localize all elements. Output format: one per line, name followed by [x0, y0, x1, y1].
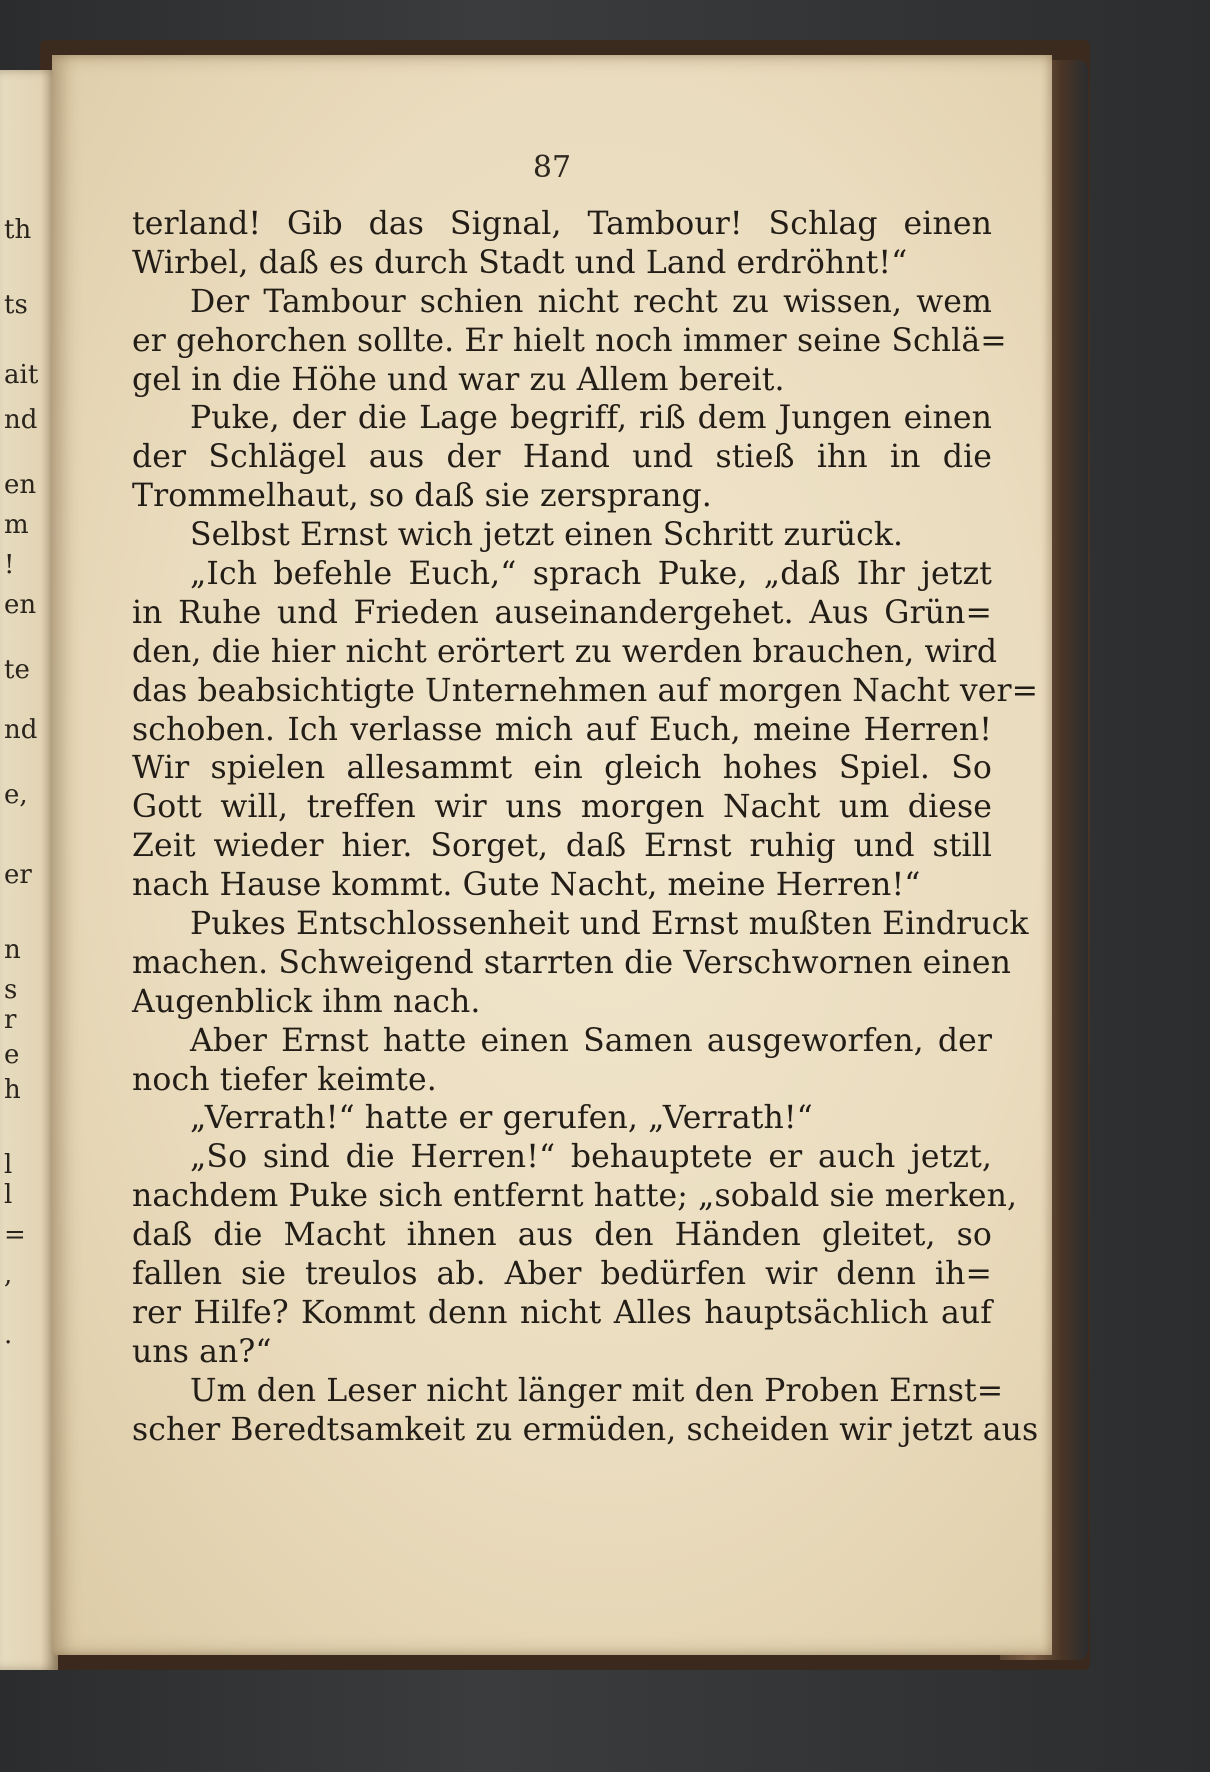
left-page-fragment: s	[4, 975, 18, 1005]
text-line: „Verrath!“ hatte er gerufen, „Verrath!“	[190, 1100, 813, 1137]
text-line: Wirbel, daß es durch Stadt und Land erdröhnt!“	[132, 244, 908, 281]
text-line: Aber Ernst hatte einen Samen ausgeworfen, der	[190, 1022, 992, 1059]
left-page-fragment: en	[4, 590, 37, 620]
text-line: Pukes Entschlossenheit und Ernst mußten Eindruck	[190, 906, 1029, 943]
text-line: rer Hilfe? Kommt denn nicht Alles hauptsächlich auf	[132, 1294, 992, 1331]
text-line: nachdem Puke sich entfernt hatte; „sobald sie merken,	[132, 1178, 1018, 1215]
page-number: 87	[532, 150, 572, 185]
text-line: terland! Gib das Signal, Tambour! Schlag einen	[132, 206, 992, 242]
left-page-fragment: th	[4, 215, 32, 245]
left-page-fragment: l	[4, 1180, 13, 1210]
left-page-fragment: m	[4, 510, 29, 540]
text-line: „So sind die Herren!“ behauptete er auch jetzt,	[190, 1139, 992, 1176]
left-page-fragment: ait	[4, 360, 39, 390]
text-line: der Schlägel aus der Hand und stieß ihn in die	[132, 439, 992, 476]
left-page-fragment: n	[4, 935, 21, 965]
left-page-fragment: nd	[4, 715, 38, 745]
left-page-fragment: te	[4, 655, 30, 685]
left-page-fragment: .	[4, 1320, 13, 1350]
text-line: Selbst Ernst wich jetzt einen Schritt zurück.	[190, 517, 904, 554]
text-line: Trommelhaut, so daß sie zersprang.	[132, 478, 712, 515]
text-line: Augenblick ihm nach.	[132, 983, 481, 1020]
text-line: den, die hier nicht erörtert zu werden brauchen, wird	[132, 633, 998, 670]
text-line: schoben. Ich verlasse mich auf Euch, meine Herren!	[132, 711, 992, 748]
text-line: machen. Schweigend starrten die Verschwornen einen	[132, 944, 1012, 981]
left-page-fragment: h	[4, 1075, 21, 1105]
text-line: das beabsichtigte Unternehmen auf morgen Nacht ver=	[132, 672, 1039, 709]
left-page-fragment: en	[4, 470, 37, 500]
text-line: fallen sie treulos ab. Aber bedürfen wir denn ih=	[132, 1256, 992, 1293]
text-line: scher Beredtsamkeit zu ermüden, scheiden wir jetzt aus	[132, 1411, 1039, 1448]
text-line: nach Hause kommt. Gute Nacht, meine Herren!“	[132, 867, 921, 904]
text-line: Wir spielen allesammt ein gleich hohes Spiel. So	[132, 750, 992, 787]
text-line: in Ruhe und Frieden auseinandergehet. Aus Grün=	[132, 594, 992, 631]
text-line: Der Tambour schien nicht recht zu wissen, wem	[190, 283, 992, 320]
left-page-fragment: ,	[4, 1260, 13, 1290]
left-page-fragment: e	[4, 1040, 20, 1070]
page-text	[132, 205, 1039, 1450]
text-line: daß die Macht ihnen aus den Händen gleitet, so	[132, 1217, 992, 1254]
text-line: uns an?“	[132, 1333, 272, 1370]
text-line: Gott will, treffen wir uns morgen Nacht um diese	[132, 789, 992, 826]
text-line: Um den Leser nicht länger mit den Proben Ernst=	[190, 1372, 1004, 1409]
left-page-fragment: r	[4, 1005, 17, 1035]
text-line: Zeit wieder hier. Sorget, daß Ernst ruhig und still	[132, 828, 992, 865]
left-page-fragment: !	[4, 550, 15, 580]
left-page-fragment: nd	[4, 405, 38, 435]
left-page-fragment: er	[4, 860, 32, 890]
left-facing-page	[0, 70, 58, 1670]
text-line: gel in die Höhe und war zu Allem bereit.	[132, 361, 785, 398]
book-page	[52, 55, 1052, 1655]
text-line: Puke, der die Lage begriff, riß dem Jungen einen	[190, 400, 992, 437]
left-page-fragment: =	[4, 1220, 26, 1250]
left-page-fragment: l	[4, 1150, 13, 1180]
text-line: noch tiefer keimte.	[132, 1061, 437, 1098]
text-line: „Ich befehle Euch,“ sprach Puke, „daß Ihr jetzt	[190, 556, 992, 593]
left-page-fragment: ts	[4, 290, 28, 320]
left-page-fragment: e,	[4, 780, 28, 810]
text-line: er gehorchen sollte. Er hielt noch immer seine Schlä=	[132, 322, 1007, 359]
